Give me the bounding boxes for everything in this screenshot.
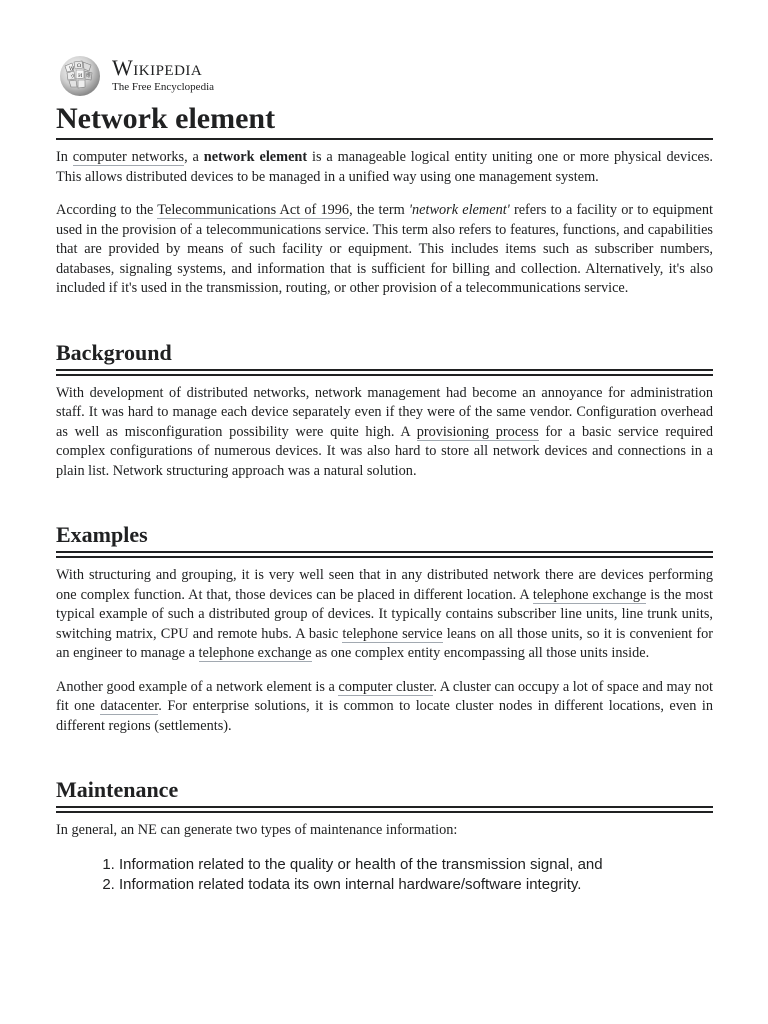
- section-heading-maintenance: Maintenance: [56, 777, 179, 802]
- text-run: With structuring and grouping, it is very well seen that in any distributed network there are devices performing one complex function. At that, those devices can be placed in different location. A: [56, 567, 713, 603]
- link-computer-cluster[interactable]: computer cluster: [338, 678, 434, 695]
- examples-paragraph-1: [56, 566, 713, 664]
- link-datacenter[interactable]: datacenter: [100, 698, 159, 714]
- text-run: In: [56, 149, 73, 165]
- brand-text: [112, 57, 214, 93]
- link-telephone-service[interactable]: telephone service: [342, 625, 443, 642]
- section-heading-background: Background: [56, 339, 172, 365]
- wikipedia-globe-icon: [56, 53, 104, 97]
- link-telecommunications-act[interactable]: Telecommunications Act of 1996: [157, 202, 350, 218]
- text-run: for a basic service required complex configurations of numerous devices. It was also hard to store all network devices and connections in a plain list. Network structuring approach was a natural solution.: [56, 423, 714, 479]
- svg-text:Ω: Ω: [77, 63, 82, 69]
- text-run: , a: [184, 149, 204, 165]
- list-item: 2. Information related todata its own internal hardware/software integrity.: [119, 875, 713, 895]
- term-bold: network element: [203, 149, 308, 165]
- text-run: , the term: [349, 202, 409, 218]
- wordmark: Wikipedia: [112, 55, 203, 80]
- examples-paragraph-2: [56, 678, 713, 737]
- intro-paragraph-1: [56, 148, 713, 187]
- link-telephone-exchange-2[interactable]: telephone exchange: [198, 645, 312, 661]
- text-run: According to the: [56, 202, 158, 218]
- svg-text:W: W: [69, 66, 75, 72]
- term-italic: 'network element': [408, 202, 510, 218]
- heading-divider: [56, 551, 713, 558]
- text-run: is a manageable logical entity uniting one or more physical devices. This allows distributed devices to be managed in a unified way using one management system.: [56, 149, 713, 185]
- section-maintenance: [56, 776, 713, 895]
- svg-text:ウ: ウ: [70, 74, 76, 80]
- text-run: as one complex entity encompassing all those units inside.: [311, 645, 650, 661]
- text-run: is the most typical example of such a distributed group of devices. It typically contains subscriber line units, line trunk units, switching matrix, CPU and remote hubs. A basic: [56, 586, 713, 642]
- heading-divider: [56, 369, 713, 376]
- text-run: refers to a facility or to equipment used in the provision of a telecommunications service. This term also refers to features, functions, and capabilities that are provided by means of such facility or equipment. This includes items such as subscriber numbers, databases, signaling systems, and information that is sufficient for billing and collection. Alternatively, it's also included if it's used in the transmission, routing, or other provision of a telecommunications service.: [56, 202, 713, 296]
- section-examples: [56, 521, 713, 736]
- link-telephone-exchange[interactable]: telephone exchange: [532, 586, 647, 603]
- text-run: . For enterprise solutions, it is common to locate cluster nodes in different locations, even in different regions (settlements).: [56, 698, 714, 734]
- svg-text:И: И: [78, 73, 83, 79]
- section-heading-examples: Examples: [56, 522, 148, 547]
- maintenance-paragraph-1: In general, an NE can generate two types of maintenance information:: [56, 822, 458, 838]
- section-background: [56, 339, 713, 482]
- list-item: 1. Information related to the quality or health of the transmission signal, and: [119, 855, 713, 875]
- background-paragraph-1: [56, 384, 713, 482]
- page-title: Network element: [56, 101, 713, 140]
- link-computer-networks[interactable]: computer networks: [72, 149, 185, 165]
- maintenance-list: [56, 855, 713, 895]
- text-run: . A cluster can occupy a lot of space and may not fit one: [56, 678, 713, 714]
- intro-paragraph-2: [56, 201, 713, 299]
- svg-text:维: 维: [86, 73, 92, 79]
- article-page: [56, 52, 713, 895]
- wikipedia-logo[interactable]: [56, 52, 713, 98]
- heading-divider: [56, 806, 713, 813]
- link-provisioning-process[interactable]: provisioning process: [416, 423, 539, 440]
- text-run: leans on all those units, so it is convenient for an engineer to manage a: [56, 625, 713, 661]
- text-run: Another good example of a network element is a: [56, 678, 339, 695]
- text-run: With development of distributed networks, network management had become an annoyance for administration staff. It was hard to manage each device separately even if they were of the same vendor. Configuration overhead as well as misconfiguration possibility were quite high. A: [56, 384, 713, 440]
- tagline: The Free Encyclopedia: [112, 81, 215, 93]
